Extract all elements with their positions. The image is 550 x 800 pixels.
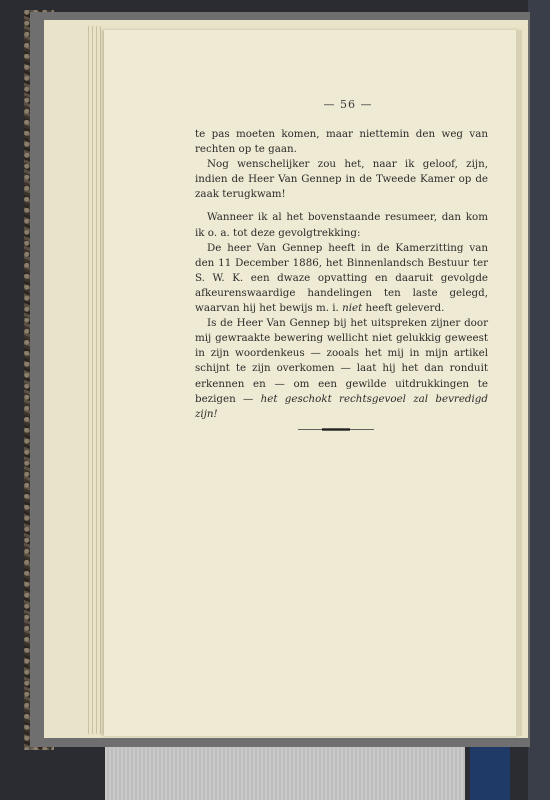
- page-number: — 56 —: [323, 98, 373, 111]
- paragraph: [195, 241, 488, 316]
- page-right-edge: [516, 30, 522, 736]
- page-edge-line: [100, 26, 101, 734]
- body-text: [195, 127, 488, 422]
- paragraph: Nog wenschelijker zou het, naar ik geloof, zijn, indien de Heer Van Gennep in de Tweede Kamer op de zaak terugkwam!: [195, 158, 488, 201]
- page-edge-line: [96, 26, 97, 734]
- paragraph-text: De heer Van Gennep heeft in de Kamerzitting van den 11 December 1886, het Binnenlandsch Bestuur ter S. W. K. een dwaze opvatting en daaruit gevolgde afkeurenswaardige handelingen ten laste gelegd, waarvan hij het bewijs m. i.: [195, 241, 488, 315]
- scanner-edge: [528, 0, 550, 800]
- page-edge-line: [88, 26, 89, 734]
- paragraph: Wanneer ik al het bovenstaande resumeer, dan kom ik o. a. tot deze gevolgtrekking:: [195, 211, 488, 239]
- ornament-rule: [298, 427, 374, 432]
- paragraph-text: Is de Heer Van Gennep bij het uitspreken zijner door mij gewraakte bewering wellicht niet gelukkig geweest in zijn woordenkeus — zooals het mij in mijn artikel schijnt te zijn overkomen — laat hij het dan ronduit erkennen en — om een gewilde uitdrukkingen te bezigen —: [195, 317, 488, 405]
- emphasis: niet: [342, 302, 363, 315]
- page-edge-line: [92, 26, 93, 734]
- emphasis: het geschokt rechtsgevoel zal bevredigd zijn!: [195, 392, 488, 420]
- paragraph-text: heeft geleverd.: [362, 302, 445, 315]
- paragraph: [195, 316, 488, 422]
- paragraph: te pas moeten komen, maar niettemin den weg van rechten op te gaan.: [195, 128, 488, 156]
